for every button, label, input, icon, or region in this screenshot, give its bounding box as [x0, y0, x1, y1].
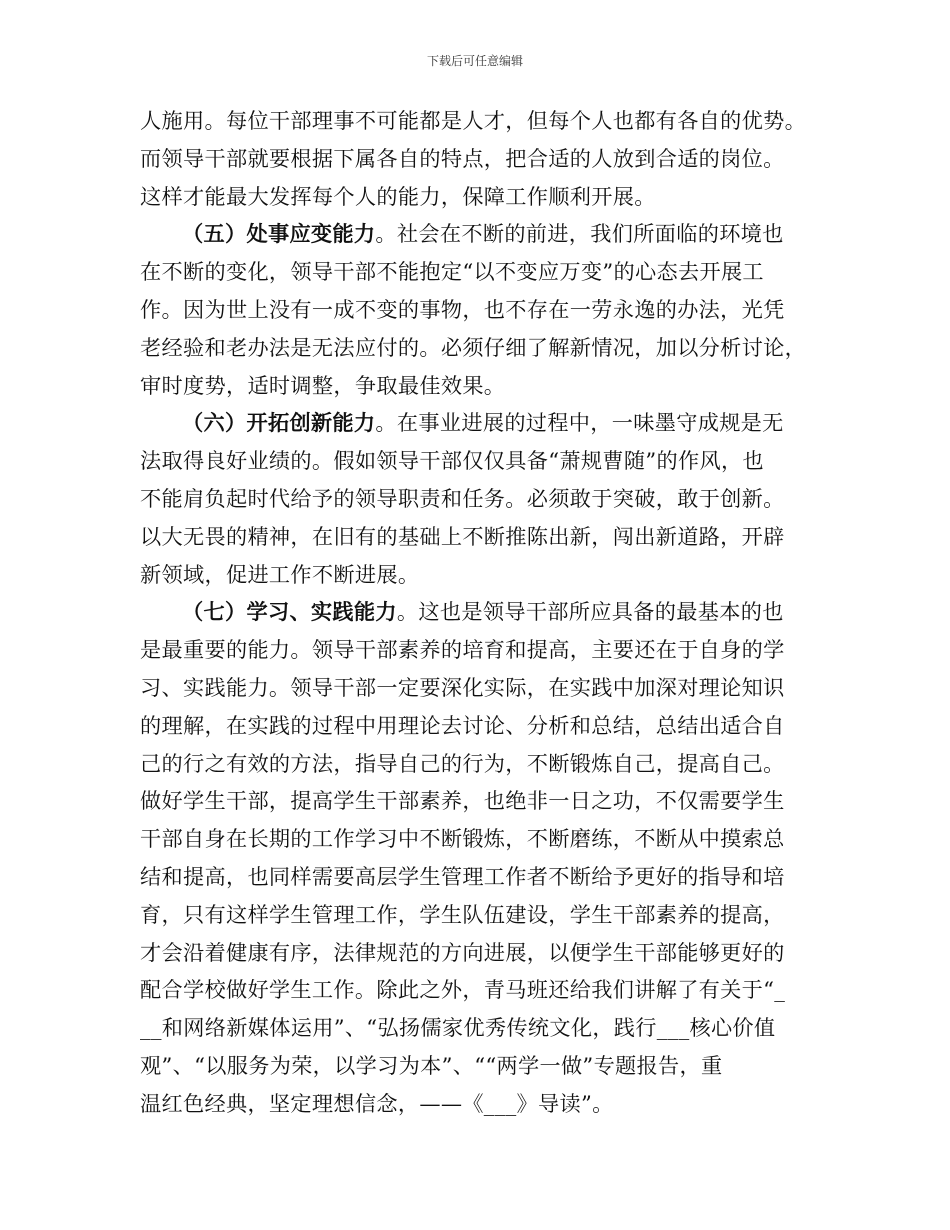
- text-line: 己的行之有效的方法，指导自己的行为，不断锻炼自己，提高自己。: [140, 750, 785, 776]
- text-line: 配合学校做好学生工作。除此之外，青马班还给我们讲解了有关于“_: [140, 977, 786, 1003]
- text-line: 作。因为世上没有一成不变的事物，也不存在一劳永逸的办法，光凭: [140, 296, 785, 322]
- text-line: 人施用。每位干部理事不可能都是人才，但每个人也都有各自的优势。: [140, 108, 807, 133]
- section-heading: （五）处事应变能力: [182, 221, 376, 247]
- text-line: 法取得良好业绩的。假如领导干部仅仅具备“萧规曹随”的作风，也: [140, 448, 764, 474]
- section-heading-line: （七）学习、实践能力。这也是领导干部所应具备的最基本的也: [182, 599, 784, 625]
- text-line: 干部自身在长期的工作学习中不断锻炼，不断磨练，不断从中摸索总: [140, 826, 785, 852]
- body-text: [140, 102, 830, 1123]
- text-line: 在不断的变化，领导干部不能抱定“以不变应万变”的心态去开展工: [140, 259, 764, 285]
- section-heading-line: （六）开拓创新能力。在事业进展的过程中，一味墨守成规是无: [182, 410, 784, 436]
- text-line: 的理解，在实践的过程中用理论去讨论、分析和总结，总结出适合自: [140, 712, 785, 738]
- text-line: 而领导干部就要根据下属各自的特点，把合适的人放到合适的岗位。: [140, 145, 785, 171]
- text-line: 是最重要的能力。领导干部素养的培育和提高，主要还在于自身的学: [140, 637, 785, 663]
- text-line: 才会沿着健康有序，法律规范的方向进展，以便学生干部能够更好的: [140, 939, 785, 965]
- text-line: 不能肩负起时代给予的领导职责和任务。必须敢于突破，敢于创新。: [140, 485, 785, 511]
- text-line: 结和提高，也同样需要高层学生管理工作者不断给予更好的指导和培: [140, 863, 785, 889]
- text-line: 做好学生干部，提高学生干部素养，也绝非一日之功，不仅需要学生: [140, 788, 785, 814]
- text-line: 审时度势，适时调整，争取最佳效果。: [140, 372, 506, 398]
- text-line: 新领域，促进工作不断进展。: [140, 561, 420, 587]
- section-heading-line: （五）处事应变能力。社会在不断的前进，我们所面临的环境也: [182, 221, 784, 247]
- text-line: 观”、“以服务为荣，以学习为本”、““两学一做”专题报告，重: [140, 1052, 723, 1078]
- text-line: 习、实践能力。领导干部一定要深化实际，在实践中加深对理论知识: [140, 674, 785, 700]
- text-line: 老经验和老办法是无法应付的。必须仔细了解新情况，加以分析讨论，: [140, 334, 807, 360]
- text-line: 育，只有这样学生管理工作，学生队伍建设，学生干部素养的提高，: [140, 901, 785, 927]
- text-line: 温红色经典，坚定理想信念，——《___》导读”。: [140, 1090, 614, 1116]
- section-heading: （六）开拓创新能力: [182, 410, 376, 436]
- text-line: 以大无畏的精神，在旧有的基础上不断推陈出新，闯出新道路，开辟: [140, 523, 785, 549]
- page-header: 下载后可任意编辑: [426, 54, 523, 68]
- text-line: 这样才能最大发挥每个人的能力，保障工作顺利开展。: [140, 183, 656, 209]
- section-heading: （七）学习、实践能力: [182, 599, 397, 625]
- text-line: __和网络新媒体运用”、“弘扬儒家优秀传统文化，践行___核心价值: [140, 1015, 776, 1041]
